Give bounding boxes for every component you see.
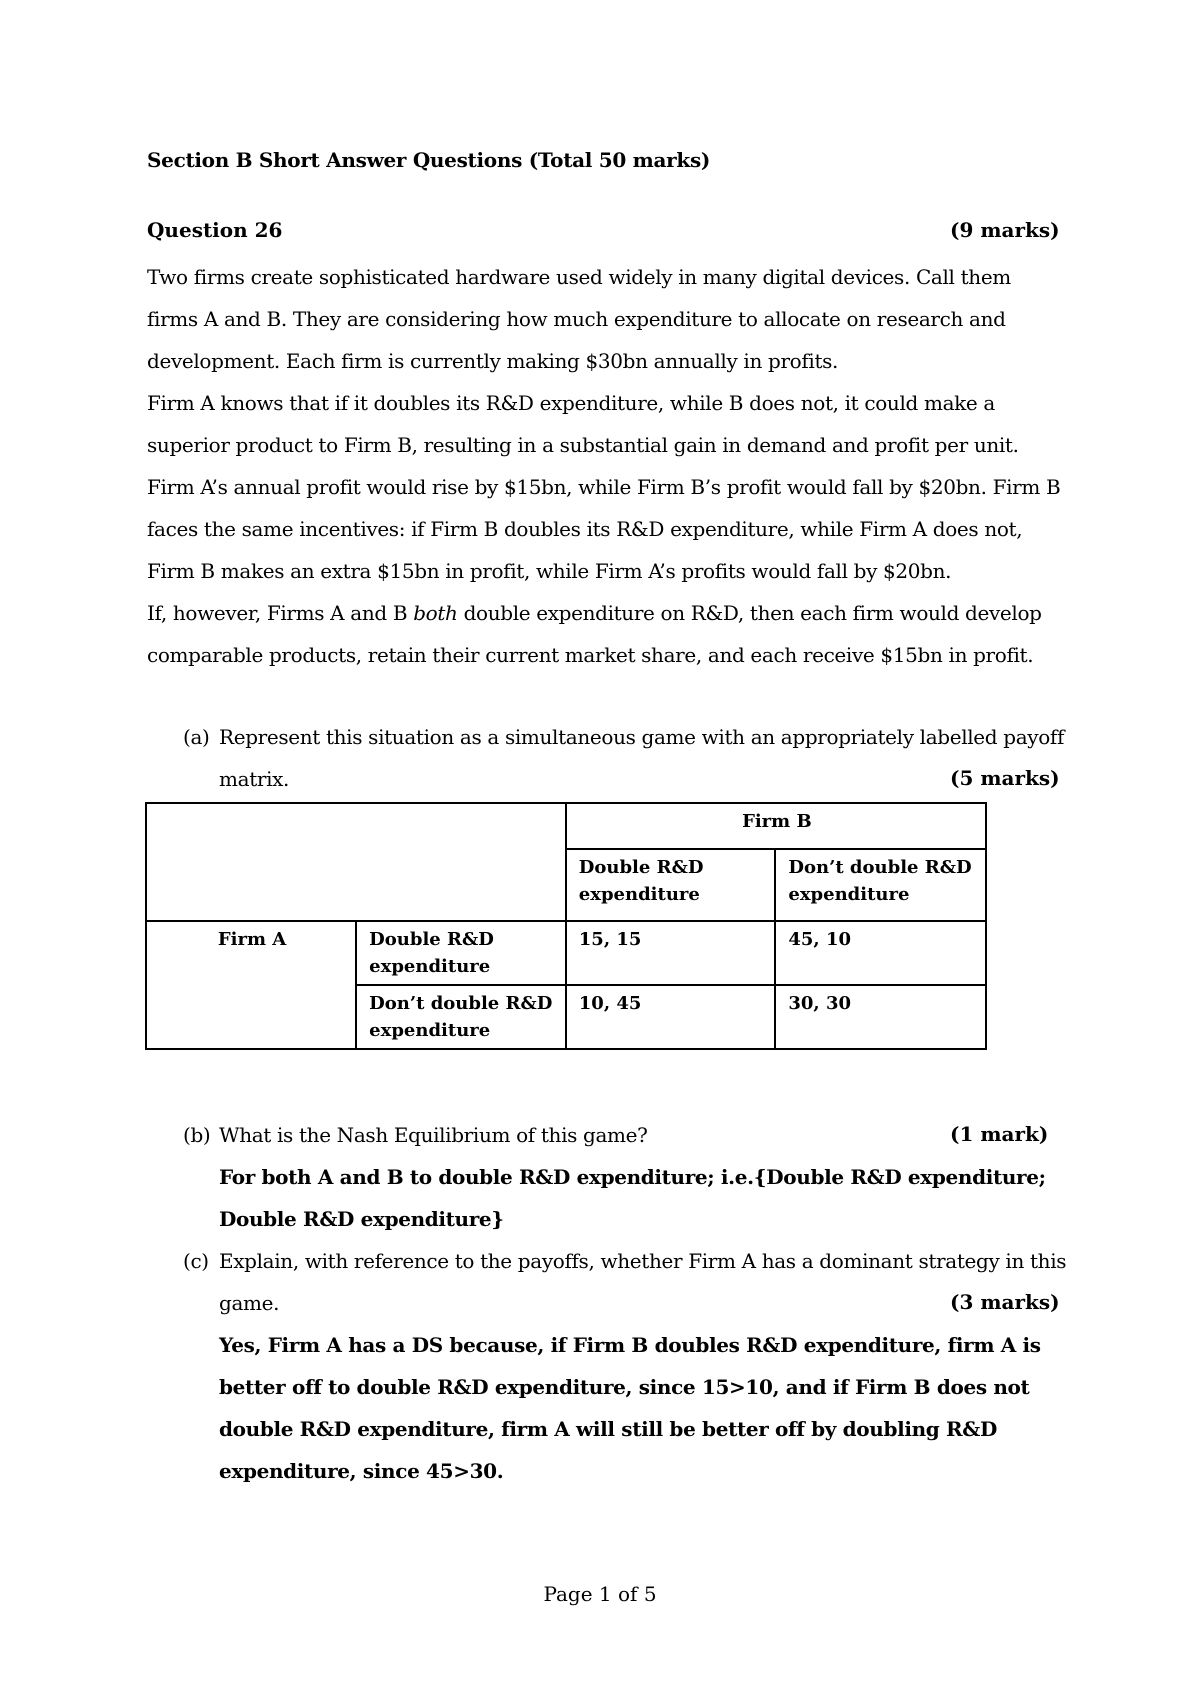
answer-line: double R&D expenditure, firm A will still be better off by doubling R&D bbox=[219, 1417, 998, 1441]
payoff-cell: 45, 10 bbox=[775, 921, 986, 985]
part-a-marks: (5 marks) bbox=[950, 766, 1060, 790]
row-header-double: Double R&D expenditure bbox=[356, 921, 566, 985]
paragraph bbox=[147, 592, 1067, 676]
part-label: (b) bbox=[183, 1123, 211, 1147]
answer-line: For both A and B to double R&D expenditure; i.e.{Double R&D expenditure; bbox=[219, 1165, 1046, 1189]
question-marks: (9 marks) bbox=[950, 218, 1060, 242]
part-c-line2: game. bbox=[219, 1291, 280, 1315]
payoff-cell: 30, 30 bbox=[775, 985, 986, 1049]
firm-b-header: Firm B bbox=[566, 803, 986, 849]
col-header-double: Double R&D expenditure bbox=[566, 849, 776, 921]
payoff-cell: 15, 15 bbox=[566, 921, 776, 985]
part-c-line1: Explain, with reference to the payoffs, whether Firm A has a dominant strategy in this bbox=[219, 1249, 1067, 1273]
page-number: Page 1 of 5 bbox=[543, 1582, 657, 1606]
answer-line: better off to double R&D expenditure, since 15>10, and if Firm B does not bbox=[219, 1375, 1030, 1399]
answer-line: expenditure, since 45>30. bbox=[219, 1459, 504, 1483]
payoff-cell: 10, 45 bbox=[566, 985, 776, 1049]
answer-line: Yes, Firm A has a DS because, if Firm B doubles R&D expenditure, firm A is bbox=[219, 1333, 1041, 1357]
part-label: (c) bbox=[183, 1249, 209, 1273]
paragraph-text: If, however, Firms A and B bbox=[147, 601, 414, 625]
part-c-marks: (3 marks) bbox=[950, 1290, 1060, 1314]
firm-a-header: Firm A bbox=[146, 921, 356, 1049]
col-header-dont-double: Don’t double R&D expenditure bbox=[775, 849, 986, 921]
section-heading: Section B Short Answer Questions (Total 50 marks) bbox=[147, 148, 711, 172]
paragraph: Two firms create sophisticated hardware used widely in many digital devices. Call them firms A and B. They are considering how much expenditure to allocate on research and development. Each firm is currently making $30bn annually in profits. bbox=[147, 265, 1011, 373]
question-body bbox=[147, 256, 1067, 676]
part-a-line2: matrix. bbox=[219, 767, 290, 791]
payoff-matrix bbox=[145, 802, 987, 1050]
emphasis-text: both bbox=[413, 601, 458, 625]
empty-corner-cell bbox=[146, 803, 566, 921]
paragraph-text: double expenditure on R&D, then each firm would develop comparable products, retain their current market share, and each receive $15bn in profit. bbox=[147, 601, 1042, 667]
question-title: Question 26 bbox=[147, 218, 283, 242]
part-b-marks: (1 mark) bbox=[950, 1122, 1049, 1146]
row-header-dont-double: Don’t double R&D expenditure bbox=[356, 985, 566, 1049]
paragraph: Firm A knows that if it doubles its R&D expenditure, while B does not, it could make a superior product to Firm B, resulting in a substantial gain in demand and profit per unit. Firm A’s annual profit would rise by $15bn, while Firm B’s profit would fall by $20bn. Firm B faces the same incentives: if Firm B doubles its R&D expenditure, while Firm A does not, Firm B makes an extra $15bn in profit, while Firm A’s profits would fall by $20bn. bbox=[147, 391, 1061, 583]
part-a-line1: Represent this situation as a simultaneous game with an appropriately labelled payoff bbox=[219, 725, 1065, 749]
answer-line: Double R&D expenditure} bbox=[219, 1207, 504, 1231]
part-label: (a) bbox=[183, 725, 210, 749]
part-b-text: What is the Nash Equilibrium of this game? bbox=[219, 1123, 648, 1147]
